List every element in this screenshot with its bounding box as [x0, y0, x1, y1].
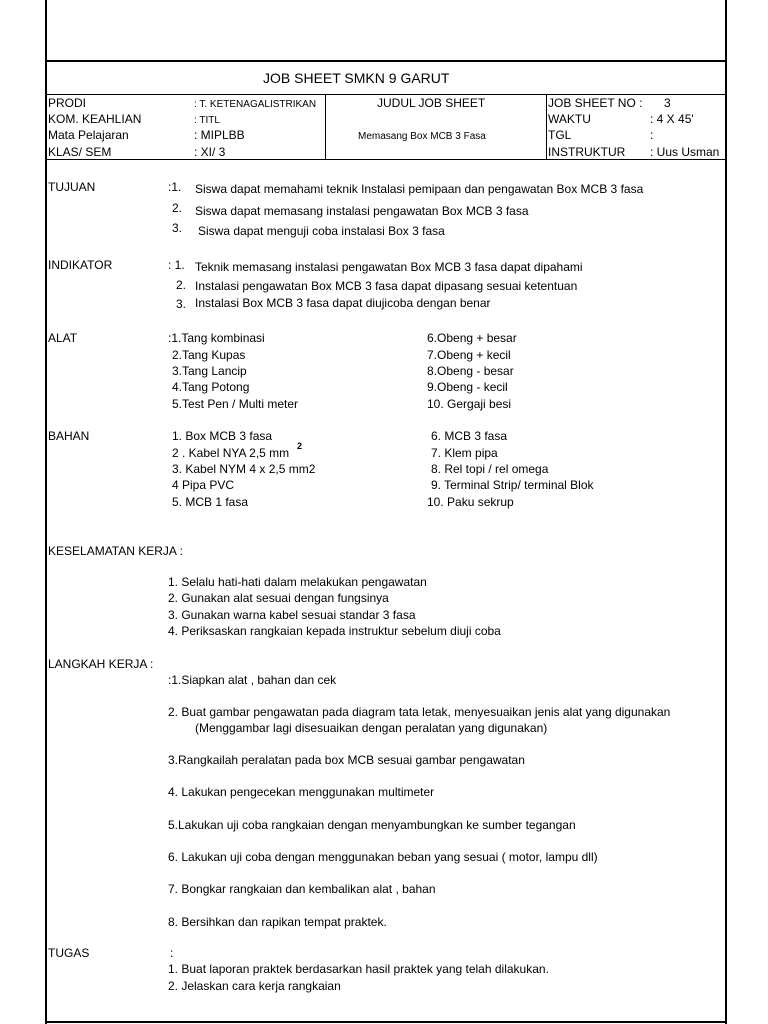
bahan-item: 9. Terminal Strip/ terminal Blok — [431, 478, 594, 492]
alat-item: :1.Tang kombinasi — [168, 331, 265, 345]
frame-left-border — [45, 0, 47, 1024]
bahan-item: 8. Rel topi / rel omega — [431, 462, 549, 476]
jobsheet-no-label: JOB SHEET NO : — [548, 96, 643, 110]
langkah-item: 8. Bersihkan dan rapikan tempat praktek. — [168, 915, 387, 929]
alat-item: 5.Test Pen / Multi meter — [172, 397, 299, 411]
waktu-label: WAKTU — [548, 112, 591, 126]
mata-pelajaran-label: Mata Pelajaran — [48, 128, 129, 142]
langkah-item: :1.Siapkan alat , bahan dan cek — [168, 673, 337, 687]
keselamatan-label: KESELAMATAN KERJA : — [48, 544, 183, 558]
indikator-num-2: 2. — [176, 278, 187, 292]
tgl-value: : — [650, 128, 654, 142]
indikator-num-1: : 1. — [168, 258, 185, 272]
bahan-item: 7. Klem pipa — [431, 446, 498, 460]
langkah-item: 2. Buat gambar pengawatan pada diagram tata letak, menyesuaikan jenis alat yang digunakan — [168, 705, 671, 719]
tujuan-text-2: Siswa dapat memasang instalasi pengawatan Box MCB 3 fasa — [195, 204, 529, 218]
langkah-item: 7. Bongkar rangkaian dan kembalikan alat , bahan — [168, 882, 436, 896]
alat-label: ALAT — [48, 331, 78, 345]
alat-item: 4.Tang Potong — [172, 380, 250, 394]
tujuan-num-3: 3. — [172, 221, 183, 235]
bahan-item: 5. MCB 1 fasa — [172, 495, 249, 509]
bahan-item: 10. Paku sekrup — [427, 495, 514, 509]
alat-item: 3.Tang Lancip — [172, 364, 247, 378]
instruktur-value: : Uus Usman — [650, 145, 720, 159]
document-title: JOB SHEET SMKN 9 GARUT — [263, 70, 450, 86]
tugas-label: TUGAS — [48, 946, 90, 960]
title-bottom-rule — [45, 94, 727, 95]
bahan-item: 3. Kabel NYM 4 x 2,5 mm2 — [172, 462, 316, 476]
langkah-item: 5.Lakukan uji coba rangkaian dengan menyambungkan ke sumber tegangan — [168, 818, 576, 832]
kom-keahlian-label: KOM. KEAHLIAN — [48, 112, 142, 126]
tujuan-text-1: Siswa dapat memahami teknik Instalasi pemipaan dan pengawatan Box MCB 3 fasa — [195, 182, 644, 196]
judul-value: Memasang Box MCB 3 Fasa — [358, 131, 486, 142]
alat-item: 8.Obeng - besar — [427, 364, 514, 378]
tgl-label: TGL — [548, 128, 572, 142]
langkah-item: 6. Lakukan uji coba dengan menggunakan beban yang sesuai ( motor, lampu dll) — [168, 850, 598, 864]
instruktur-label: INSTRUKTUR — [548, 145, 626, 159]
bahan-superscript: 2 — [297, 441, 303, 451]
bahan-item: 4 Pipa PVC — [172, 478, 235, 492]
prodi-label: PRODI — [48, 96, 87, 110]
tujuan-text-3: Siswa dapat menguji coba instalasi Box 3 fasa — [198, 224, 445, 238]
mata-pelajaran-value: : MIPLBB — [194, 128, 245, 142]
bahan-item: 6. MCB 3 fasa — [431, 429, 508, 443]
langkah-item-note: (Menggambar lagi disesuaikan dengan peralatan yang digunakan) — [195, 721, 548, 735]
tugas-item: 2. Jelaskan cara kerja rangkaian — [168, 979, 341, 993]
keselamatan-item: 4. Periksaskan rangkaian kepada instruktur sebelum diuji coba — [168, 624, 501, 638]
langkah-item: 3.Rangkailah peralatan pada box MCB sesuai gambar pengawatan — [168, 753, 525, 767]
tujuan-label: TUJUAN — [48, 180, 96, 194]
tujuan-num-1: :1. — [168, 180, 182, 194]
alat-item: 7.Obeng + kecil — [427, 348, 511, 362]
keselamatan-item: 1. Selalu hati-hati dalam melakukan pengawatan — [168, 575, 427, 589]
bahan-label: BAHAN — [48, 429, 90, 443]
alat-item: 6.Obeng + besar — [427, 331, 517, 345]
header-divider-1 — [325, 94, 326, 160]
indikator-text-1: Teknik memasang instalasi pengawatan Box MCB 3 fasa dapat dipahami — [195, 260, 583, 274]
waktu-value: : 4 X 45' — [650, 112, 694, 126]
langkah-label: LANGKAH KERJA : — [48, 657, 154, 671]
alat-item: 9.Obeng - kecil — [427, 380, 508, 394]
keselamatan-item: 3. Gunakan warna kabel sesuai standar 3 fasa — [168, 608, 416, 622]
kelas-label: KLAS/ SEM — [48, 145, 112, 159]
header-divider-2 — [546, 94, 547, 160]
indikator-num-3: 3. — [176, 297, 187, 311]
indikator-text-3: Instalasi Box MCB 3 fasa dapat diujicoba dengan benar — [195, 296, 491, 310]
frame-top-rule — [45, 60, 727, 62]
jobsheet-no-value: 3 — [664, 96, 671, 110]
bahan-item: 2 . Kabel NYA 2,5 mm — [172, 446, 290, 460]
frame-right-border — [725, 0, 727, 1024]
frame-bottom-rule — [45, 1021, 727, 1023]
judul-label: JUDUL JOB SHEET — [377, 96, 486, 110]
alat-item: 2.Tang Kupas — [172, 348, 246, 362]
kom-keahlian-value: : TITL — [194, 115, 220, 126]
alat-item: 10. Gergaji besi — [427, 397, 512, 411]
tujuan-num-2: 2. — [172, 201, 183, 215]
indikator-label: INDIKATOR — [48, 258, 113, 272]
bahan-item: 1. Box MCB 3 fasa — [172, 429, 273, 443]
header-bottom-rule — [45, 159, 727, 160]
indikator-text-2: Instalasi pengawatan Box MCB 3 fasa dapat dipasang sesuai ketentuan — [195, 279, 578, 293]
keselamatan-item: 2. Gunakan alat sesuai dengan fungsinya — [168, 591, 389, 605]
tugas-colon: : — [170, 946, 174, 960]
langkah-item: 4. Lakukan pengecekan menggunakan multimeter — [168, 785, 435, 799]
kelas-value: : XI/ 3 — [194, 145, 226, 159]
tugas-item: 1. Buat laporan praktek berdasarkan hasil praktek yang telah dilakukan. — [168, 962, 549, 976]
prodi-value: : T. KETENAGALISTRIKAN — [194, 99, 317, 110]
